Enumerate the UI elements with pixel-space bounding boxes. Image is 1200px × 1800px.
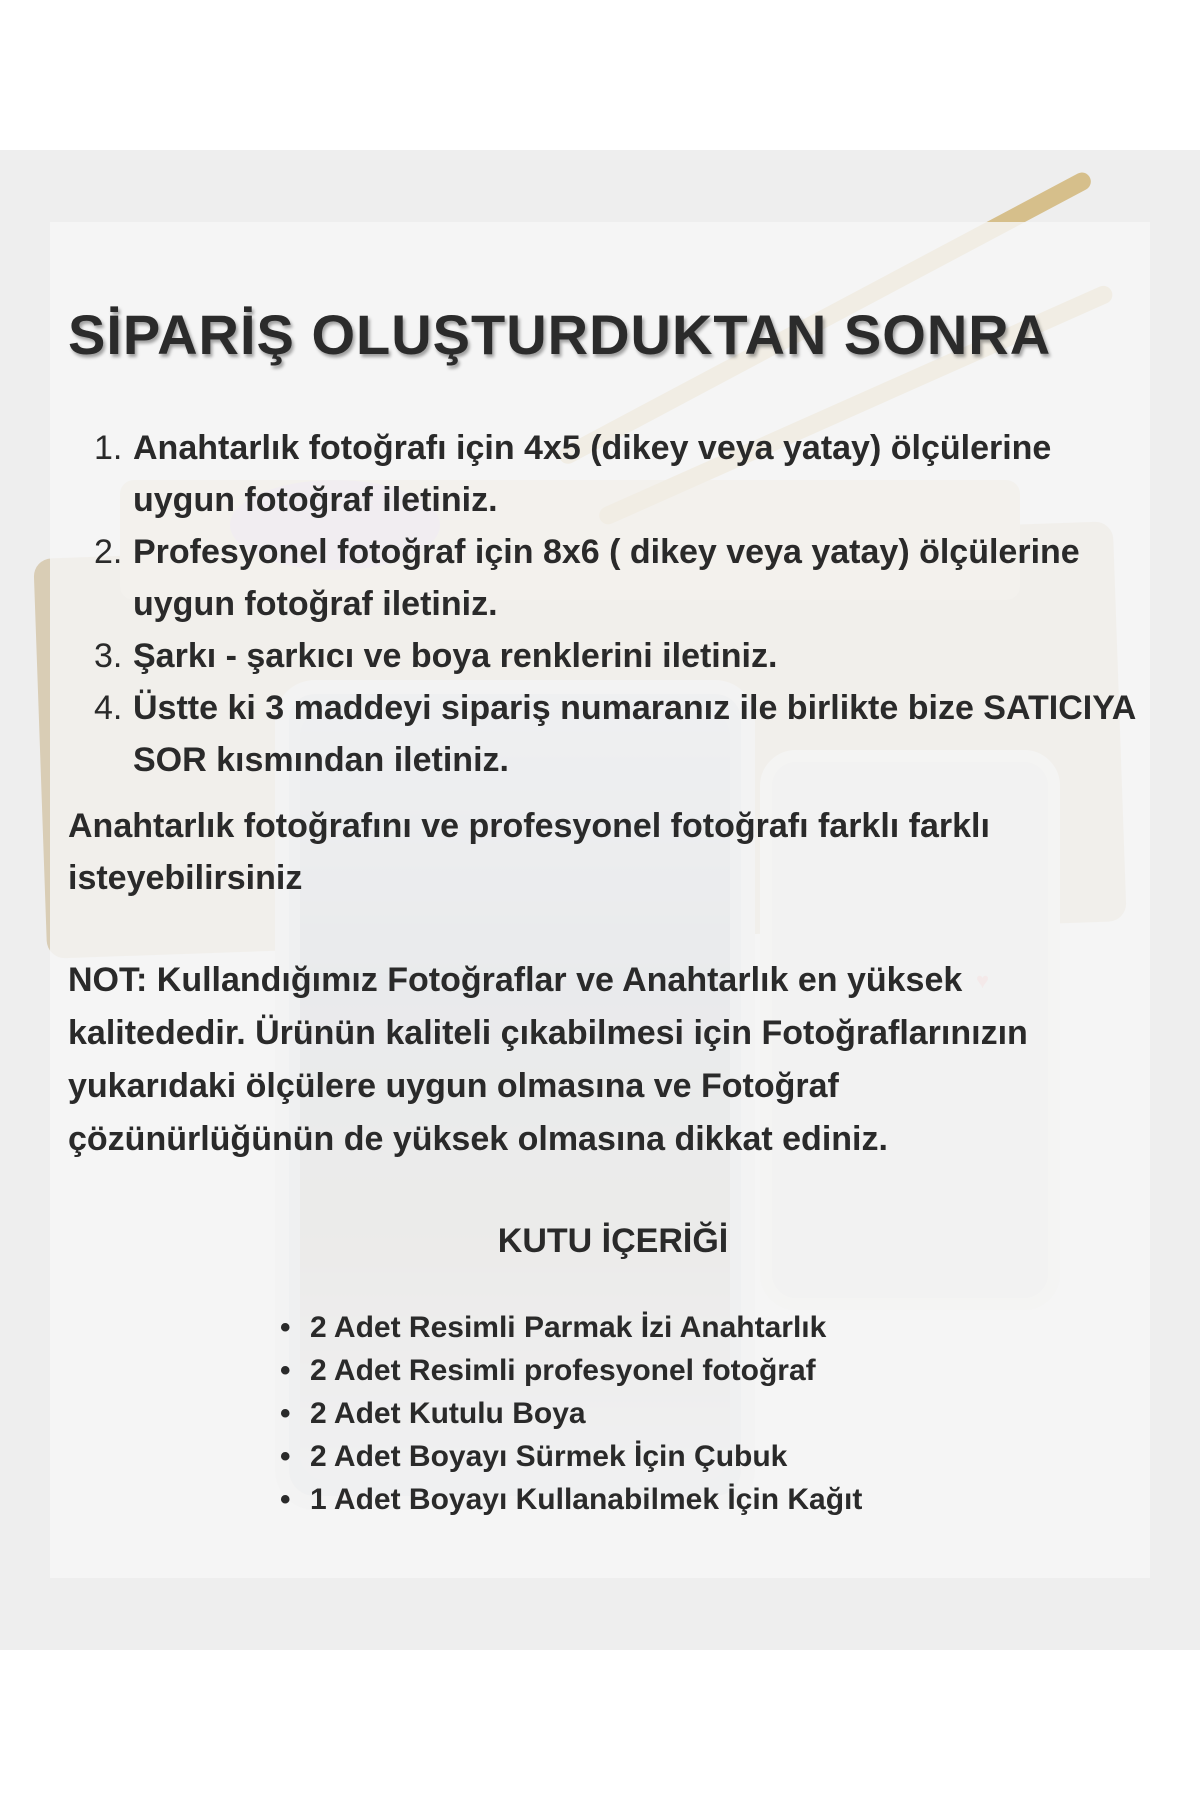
list-item [280,1392,1140,1435]
photo-note: Anahtarlık fotoğrafını ve profesyonel fotoğrafı farklı farklı isteyebilirsiniz [68,807,990,897]
step-number: 2. [94,533,123,571]
box-contents-list [280,1306,1140,1521]
step-number: 3. [94,637,123,675]
bullet-icon: • [280,1354,291,1387]
content [68,300,1140,1521]
list-item [280,1306,1140,1349]
box-contents-title: KUTU İÇERİĞİ [497,1222,729,1260]
list-item [280,1349,1140,1392]
step-text: Üstte ki 3 maddeyi sipariş numaranız ile birlikte bize SATICIYA SOR kısmından iletiniz. [133,689,1136,779]
order-step [68,682,1140,786]
order-step [68,630,1140,682]
bullet-icon: • [280,1311,291,1344]
list-item [280,1435,1140,1478]
list-item [280,1478,1140,1521]
step-text: Şarkı - şarkıcı ve boya renklerini iletiniz. [133,637,778,675]
order-step [68,422,1140,526]
step-text: Profesyonel fotoğraf için 8x6 ( dikey veya yatay) ölçülerine uygun fotoğraf iletiniz. [133,533,1080,623]
quality-note: NOT: Kullandığımız Fotoğraflar ve Anahtarlık en yüksek kalitededir. Ürünün kaliteli çıkabilmesi için Fotoğraflarınızın yukarıdaki ölçülere uygun olmasına ve Fotoğraf çözünürlüğünün de yüksek olmasına dikkat ediniz. [68,961,1028,1158]
step-number: 1. [94,429,123,467]
order-step [68,526,1140,630]
page-title: SİPARİŞ OLUŞTURDUKTAN SONRA [68,303,1052,366]
step-number: 4. [94,689,123,727]
bullet-icon: • [280,1483,291,1516]
list-item-text: 2 Adet Resimli Parmak İzi Anahtarlık [310,1311,827,1344]
bullet-icon: • [280,1440,291,1473]
list-item-text: 2 Adet Resimli profesyonel fotoğraf [310,1354,816,1387]
list-item-text: 2 Adet Kutulu Boya [310,1397,586,1430]
list-item-text: 1 Adet Boyayı Kullanabilmek İçin Kağıt [310,1483,863,1516]
bullet-icon: • [280,1397,291,1430]
list-item-text: 2 Adet Boyayı Sürmek İçin Çubuk [310,1440,788,1473]
order-steps-list [68,422,1140,786]
step-text: Anahtarlık fotoğrafı için 4x5 (dikey veya yatay) ölçülerine uygun fotoğraf iletiniz. [133,429,1052,519]
